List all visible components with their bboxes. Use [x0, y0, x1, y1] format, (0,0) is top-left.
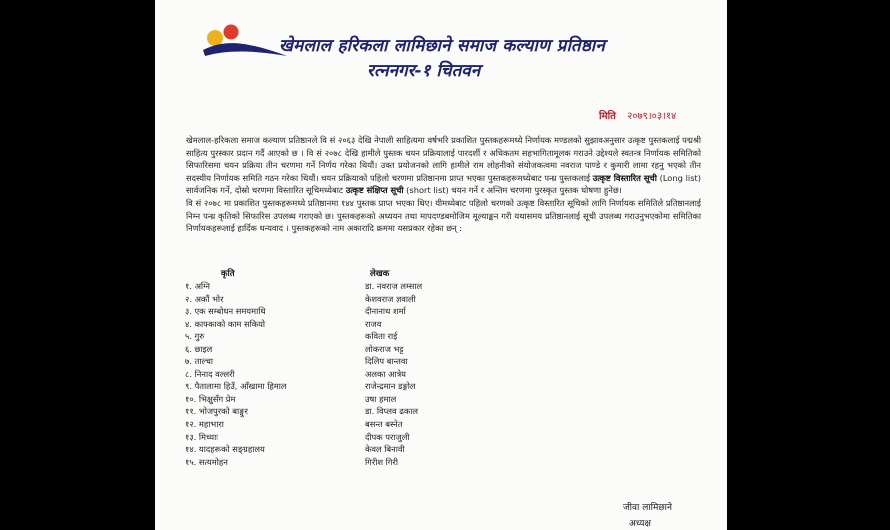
author-name: केशवराज ज्ञवाली [365, 293, 416, 304]
paragraph-2: वि सं २०७८ मा प्रकाशित पुस्तकहरूमध्ये प्रतिष्ठानमा १४४ पुस्तक प्राप्त भएका थिए। यीमध्येबाट पहिलो चरणको उत्कृष्ट विस्तारित सूचिको लागि निर्णायक समितिले प्रतिष्ठानलाई निम्न पन्ध्र कृतिको सिफारिस उपलब्ध गराएको छ। पुस्तकहरूको अध्ययन तथा मापदण्डबमोजिम मूल्याङ्कन गरी यथासमय प्रतिष्ठानलाई सूची उपलब्ध गराउनुभएकोमा समितिका निर्णायकहरूलाई हार्दिक धन्यवाद । पुस्तकहरूको नाम अकारादि क्रममा यसप्रकार रहेका छन् : [186, 197, 701, 234]
author-name: उषा हमाल [365, 393, 397, 404]
logo-red-dot [224, 25, 239, 40]
list-header-author: लेखक [370, 269, 390, 279]
work-title: १४. यादहरूको सङ्ग्रहालय [185, 444, 265, 455]
author-name: दीनानाथ शर्मा [365, 306, 406, 317]
signatory-title: अध्यक्ष [629, 519, 651, 529]
short-list-term: उत्कृष्ट संक्षिप्त सूची [345, 185, 404, 196]
author-name: डा. विप्लव ढकाल [365, 406, 419, 417]
work-title: ७. ताल्चा [185, 356, 214, 367]
author-name: केवल बिनावी [365, 444, 405, 455]
author-name: दीपक पराजुली [365, 431, 410, 442]
paragraph-1-text-a: खेमलाल-हरिकला समाज कल्याण प्रतिष्ठानले वि सं २०६३ देखि नेपाली साहित्यमा वर्षभरि प्रकाशित पुस्तकहरूमध्ये निर्णायक मण्डलको सुझावअनुसार उत्कृष्ट पुस्तकलाई पद्मश्री साहित्य पुरस्कार प्रदान गर्दै आएको छ । वि सं २०७८ देखि हामीले पुस्तक चयन प्रक्रियालाई पारदर्शी र अधिकतम सहभागितामूलक गराउने उद्देश्यले स्वतन्त्र निर्णायक समितिको सिफारिसमा चयन प्रक्रिया तीन चरणमा गर्ने निर्णय गरेका थियौं। उक्त प्रयोजनको लागि हामीले राम लोहनीको संयोजकत्वमा नवराज पाण्डे र कुमारी लामा रहनु भएको तीन सदस्यीय निर्णायक समिति गठन गरेका थियौं। चयन प्रक्रियाको पहिलो चरणमा प्रतिष्ठानमा प्राप्त भएका पुस्तकहरूमध्येबाट पन्ध्र पुस्तकलाई [186, 135, 701, 183]
author-name: बसन्त बस्नेत [365, 419, 403, 430]
work-title: ६. छाइल [185, 343, 213, 354]
organization-name: खेमलाल हरिकला लामिछाने समाज कल्याण प्रतिष्ठान [279, 36, 606, 56]
logo-yellow-dot [207, 30, 223, 46]
work-title: ९. पैतालामा हिउँ, आँखामा हिमाल [185, 381, 287, 392]
long-list-term: उत्कृष्ट विस्तारित सूची [592, 172, 657, 183]
author-name: कविता राई [365, 331, 398, 342]
date-label: मिति [599, 111, 616, 122]
work-title: ५. गुरु [185, 331, 205, 342]
work-title: ११. भोजपुरको बाङ्गुर [185, 406, 248, 417]
work-title: १५. सत्यमोहन [185, 456, 228, 467]
signatory-name: जीवा लामिछाने [623, 503, 672, 513]
paragraph-1-text-b: (Long list) सार्वजनिक गर्ने, दोस्रो चरणमा विस्तारित सूचिमध्येबाट [186, 172, 702, 196]
organization-logo [199, 20, 291, 62]
paragraph-1-text-c: (short list) चयन गर्ने र अन्तिम चरणमा पुरस्कृत पुस्तक घोषणा हुनेछ। [406, 185, 622, 196]
work-title: १२. महाभारा [185, 419, 224, 430]
organization-address: रत्ननगर-१ चितवन [367, 61, 481, 81]
work-title: ८. निनाद वल्लरी [185, 368, 235, 379]
author-name: अलका आत्रेय [365, 368, 406, 379]
work-title: १०. भिक्षुसँग प्रेम [185, 393, 236, 404]
work-title: ३. एक सम्बोधन समयमाथि [185, 306, 266, 317]
author-name: राजेन्द्रमान डङ्गोल [365, 381, 416, 392]
author-name: लोकराज भट्ट [365, 343, 404, 354]
date-value: २०७९।०३।१४ [627, 111, 677, 122]
work-title: १३. मिच्याः [185, 431, 218, 442]
list-header-work: कृति [221, 269, 235, 279]
paragraph-1 [186, 134, 701, 197]
author-name: राजव [365, 318, 382, 329]
work-title: २. अकौं भोर [185, 293, 224, 304]
letter-page [155, 0, 727, 530]
work-title: ४. काफ्काको काम सकियो [185, 318, 266, 329]
author-name: गिरीश गिरी [365, 456, 399, 467]
letter-body [186, 134, 701, 235]
author-name: डा. नवराज लम्साल [365, 281, 423, 291]
date-line [599, 108, 676, 122]
author-name: दिलिप बान्तवा [365, 356, 408, 367]
work-title: १. अग्नि [185, 281, 211, 291]
